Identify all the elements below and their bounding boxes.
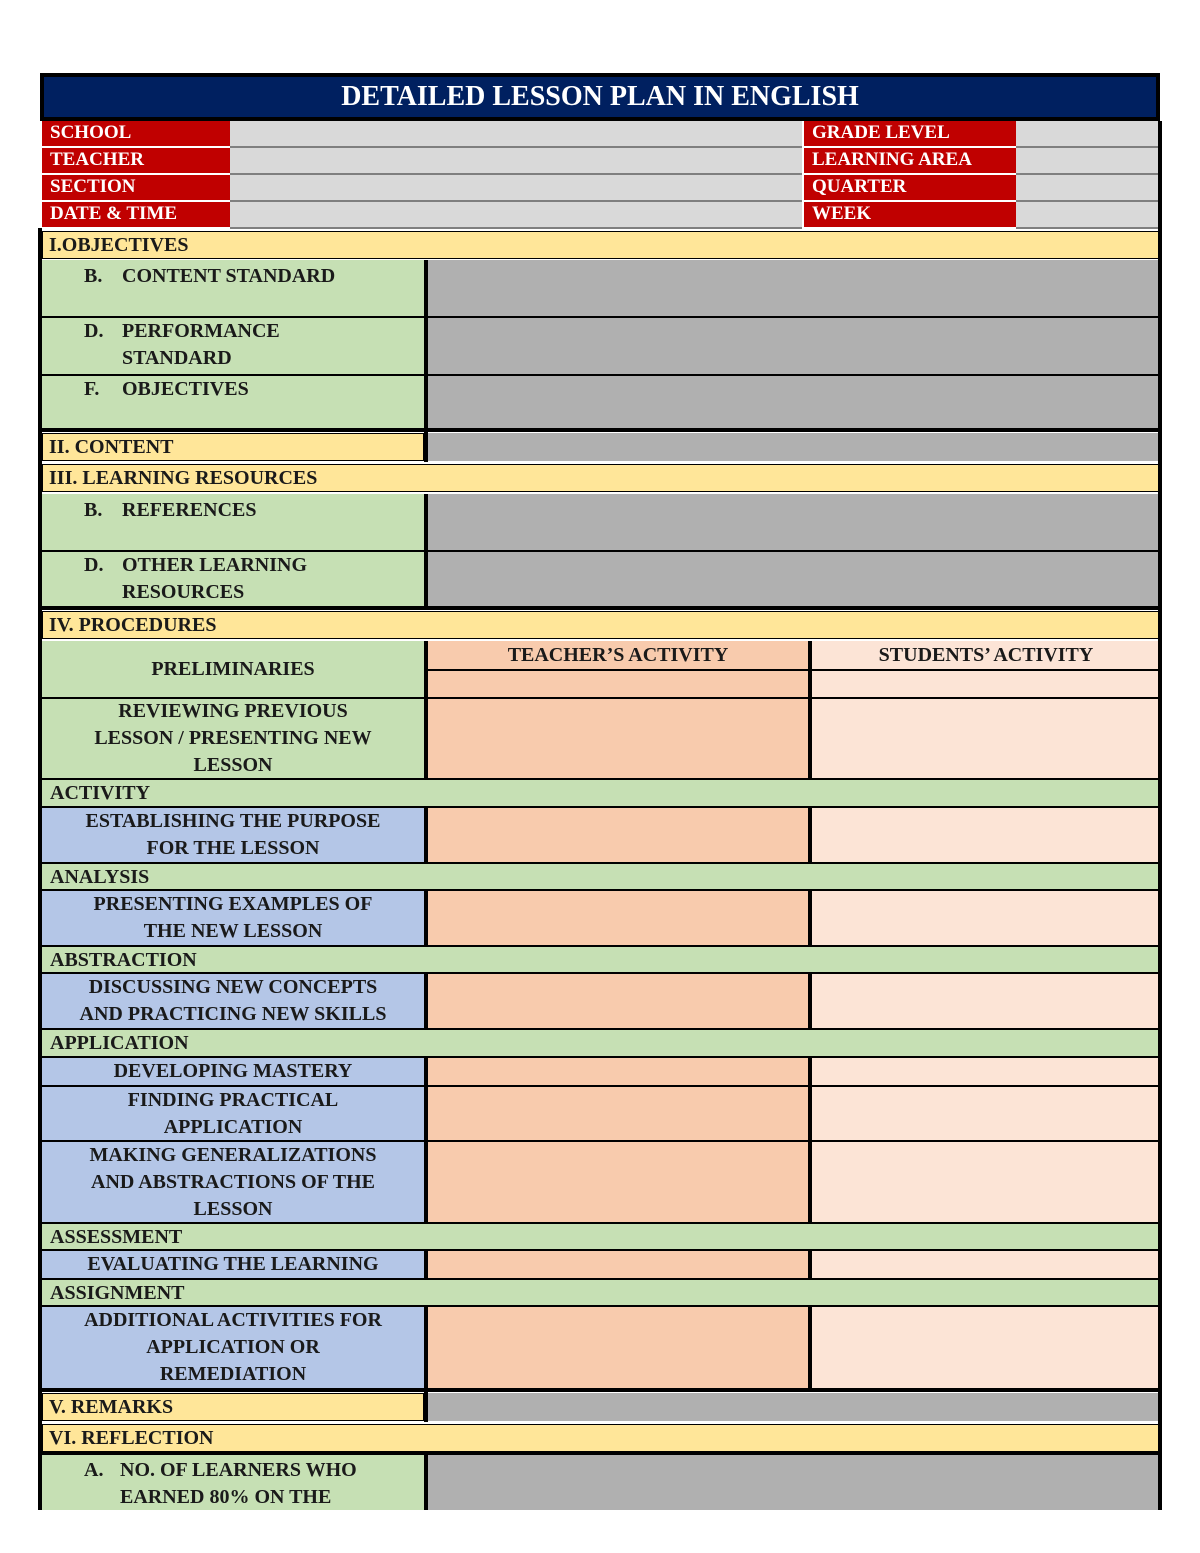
other-resources-item <box>84 552 414 603</box>
content-standard-item <box>84 263 414 290</box>
objectives-item <box>84 376 414 403</box>
resources-heading: III. LEARNING RESOURCES <box>42 464 1160 492</box>
reviewing-line2: LESSON / PRESENTING NEW <box>94 727 372 749</box>
finding-students-cell[interactable] <box>812 1087 1160 1140</box>
discussing-students-cell[interactable] <box>812 974 1160 1028</box>
other-resources-letter: D. <box>84 554 104 576</box>
other-resources-line1: OTHER LEARNING <box>122 554 308 576</box>
reviewing-line3: LESSON <box>193 754 273 776</box>
making-line3: LESSON <box>193 1198 273 1220</box>
section-label: SECTION <box>42 175 230 202</box>
reviewing-line1: REVIEWING PREVIOUS <box>118 700 348 722</box>
performance-standard-item <box>84 318 414 369</box>
additional-line2: APPLICATION OR <box>146 1336 320 1358</box>
making-line2: AND ABSTRACTIONS OF THE <box>91 1171 375 1193</box>
evaluating-students-cell[interactable] <box>812 1251 1160 1278</box>
reflection-a-line1: NO. OF LEARNERS WHO <box>120 1459 357 1481</box>
learning-area-label: LEARNING AREA <box>804 148 1016 175</box>
teacher-field[interactable] <box>230 148 802 175</box>
analysis-heading: ANALYSIS <box>42 864 1160 890</box>
making-teacher-cell[interactable] <box>428 1142 808 1222</box>
teacher-activity-header: TEACHER’S ACTIVITY <box>428 641 808 669</box>
reflection-a-line2: EARNED 80% ON THE <box>120 1486 332 1508</box>
content-field[interactable] <box>428 433 1160 461</box>
discussing-line1: DISCUSSING NEW CONCEPTS <box>88 976 378 998</box>
right-border <box>1158 121 1162 1510</box>
activity-heading: ACTIVITY <box>42 780 1160 807</box>
evaluating-teacher-cell[interactable] <box>428 1251 808 1278</box>
quarter-label: QUARTER <box>804 175 1016 202</box>
establishing-line1: ESTABLISHING THE PURPOSE <box>85 810 381 832</box>
week-field[interactable] <box>1016 202 1160 229</box>
section-field[interactable] <box>230 175 802 202</box>
learning-area-field[interactable] <box>1016 148 1160 175</box>
reflection-a-field[interactable] <box>428 1455 1160 1510</box>
reflection-a-letter: A. <box>84 1459 104 1481</box>
objectives-label: OBJECTIVES <box>122 378 249 400</box>
establishing-cell <box>42 808 424 862</box>
additional-students-cell[interactable] <box>812 1307 1160 1388</box>
additional-line3: REMEDIATION <box>159 1363 307 1385</box>
reflection-a-item <box>84 1457 414 1508</box>
making-line1: MAKING GENERALIZATIONS <box>89 1144 377 1166</box>
reviewing-cell <box>42 698 424 778</box>
references-label: REFERENCES <box>122 499 257 521</box>
header-info <box>42 121 1160 229</box>
establishing-teacher-cell[interactable] <box>428 808 808 862</box>
finding-line1: FINDING PRACTICAL <box>127 1089 339 1111</box>
content-heading: II. CONTENT <box>42 433 424 461</box>
performance-standard-letter: D. <box>84 320 104 342</box>
presenting-teacher-cell[interactable] <box>428 891 808 945</box>
developing-cell: DEVELOPING MASTERY <box>42 1058 424 1085</box>
preliminaries-teacher-cell[interactable] <box>428 671 808 697</box>
page-title: DETAILED LESSON PLAN IN ENGLISH <box>40 73 1160 121</box>
performance-standard-line2: STANDARD <box>122 347 232 369</box>
objectives-letter: F. <box>84 378 100 400</box>
objectives-heading: I.OBJECTIVES <box>42 231 1160 259</box>
reviewing-students-cell[interactable] <box>812 698 1160 778</box>
school-label: SCHOOL <box>42 121 230 148</box>
students-activity-header: STUDENTS’ ACTIVITY <box>812 641 1160 669</box>
presenting-cell <box>42 891 424 945</box>
reflection-heading: VI. REFLECTION <box>42 1424 1160 1452</box>
finding-line2: APPLICATION <box>163 1116 303 1138</box>
discussing-line2: AND PRACTICING NEW SKILLS <box>79 1003 387 1025</box>
establishing-students-cell[interactable] <box>812 808 1160 862</box>
finding-cell <box>42 1087 424 1140</box>
procedures-heading: IV. PROCEDURES <box>42 611 1160 639</box>
making-cell <box>42 1142 424 1222</box>
references-item <box>84 497 414 524</box>
date-time-label: DATE & TIME <box>42 202 230 229</box>
grade-level-field[interactable] <box>1016 121 1160 148</box>
preliminaries-students-cell[interactable] <box>812 671 1160 697</box>
presenting-line1: PRESENTING EXAMPLES OF <box>93 893 373 915</box>
developing-students-cell[interactable] <box>812 1058 1160 1085</box>
developing-teacher-cell[interactable] <box>428 1058 808 1085</box>
quarter-field[interactable] <box>1016 175 1160 202</box>
teacher-label: TEACHER <box>42 148 230 175</box>
objectives-right[interactable] <box>428 260 1160 430</box>
reviewing-teacher-cell[interactable] <box>428 698 808 778</box>
references-letter: B. <box>84 499 103 521</box>
week-label: WEEK <box>804 202 1016 229</box>
additional-cell <box>42 1307 424 1388</box>
evaluating-cell: EVALUATING THE LEARNING <box>42 1251 424 1278</box>
date-time-field[interactable] <box>230 202 802 229</box>
remarks-field[interactable] <box>428 1393 1160 1421</box>
finding-teacher-cell[interactable] <box>428 1087 808 1140</box>
abstraction-heading: ABSTRACTION <box>42 947 1160 973</box>
establishing-line2: FOR THE LESSON <box>146 837 320 859</box>
additional-line1: ADDITIONAL ACTIVITIES FOR <box>84 1309 382 1331</box>
content-standard-letter: B. <box>84 265 103 287</box>
assessment-heading: ASSESSMENT <box>42 1224 1160 1250</box>
content-standard-label: CONTENT STANDARD <box>122 265 336 287</box>
discussing-cell <box>42 974 424 1028</box>
additional-teacher-cell[interactable] <box>428 1307 808 1388</box>
school-field[interactable] <box>230 121 802 148</box>
remarks-heading: V. REMARKS <box>42 1393 424 1421</box>
application-heading: APPLICATION <box>42 1030 1160 1056</box>
grade-level-label: GRADE LEVEL <box>804 121 1016 148</box>
left-border <box>38 228 42 1510</box>
preliminaries-cell: PRELIMINARIES <box>42 641 424 697</box>
other-resources-line2: RESOURCES <box>122 581 245 603</box>
presenting-line2: THE NEW LESSON <box>143 920 323 942</box>
discussing-teacher-cell[interactable] <box>428 974 808 1028</box>
making-students-cell[interactable] <box>812 1142 1160 1222</box>
presenting-students-cell[interactable] <box>812 891 1160 945</box>
assignment-heading: ASSIGNMENT <box>42 1280 1160 1306</box>
performance-standard-line1: PERFORMANCE <box>122 320 280 342</box>
